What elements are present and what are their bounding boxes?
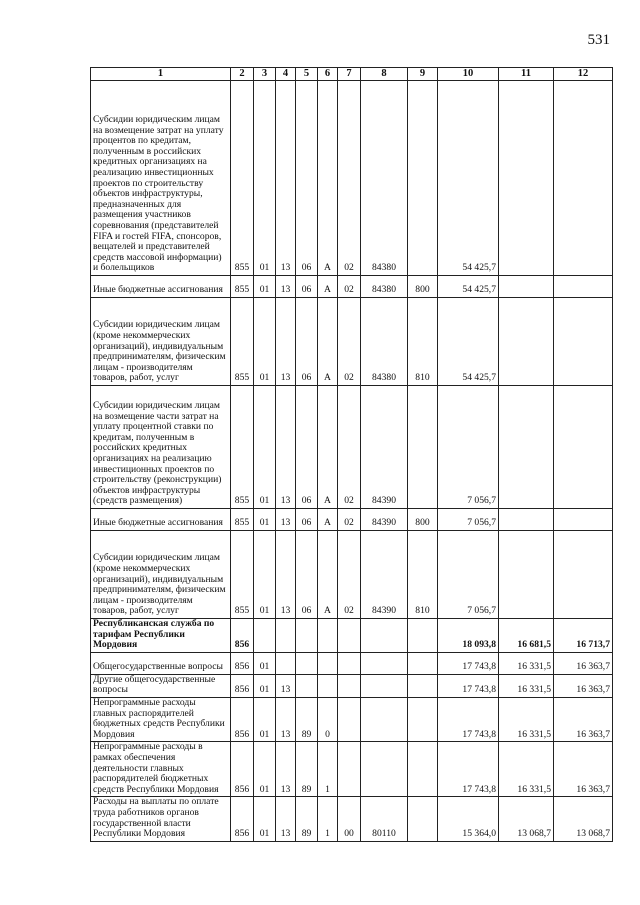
ministry-code-cell: 855 (231, 509, 254, 531)
table-row (91, 742, 613, 797)
subprogram-code-cell: 0 (318, 697, 338, 741)
column-header: 12 (554, 68, 613, 81)
amount-year-2-cell (499, 276, 554, 298)
item-name-cell: Другие общегосударственные вопросы (91, 674, 231, 697)
section-code-cell: 01 (254, 386, 276, 509)
table-row (91, 386, 613, 509)
table-row (91, 81, 613, 276)
section-code-cell: 01 (254, 742, 276, 797)
amount-year-1-cell: 54 425,7 (438, 298, 499, 386)
amount-year-3-cell: 16 363,7 (554, 674, 613, 697)
subsection-code-cell (276, 619, 296, 653)
column-header: 2 (231, 68, 254, 81)
column-header: 7 (338, 68, 361, 81)
program-code-cell: 06 (296, 276, 318, 298)
expense-type-cell (408, 797, 438, 841)
event-code-cell: 02 (338, 276, 361, 298)
event-code-cell (338, 742, 361, 797)
expense-type-cell (408, 652, 438, 674)
section-code-cell: 01 (254, 697, 276, 741)
amount-year-2-cell: 16 681,5 (499, 619, 554, 653)
amount-year-3-cell: 13 068,7 (554, 797, 613, 841)
subsection-code-cell: 13 (276, 797, 296, 841)
program-code-cell: 06 (296, 81, 318, 276)
ministry-code-cell: 856 (231, 742, 254, 797)
table-row (91, 674, 613, 697)
section-code-cell: 01 (254, 652, 276, 674)
ministry-code-cell: 855 (231, 298, 254, 386)
amount-year-1-cell: 18 093,8 (438, 619, 499, 653)
amount-year-3-cell (554, 509, 613, 531)
table-row (91, 509, 613, 531)
subsection-code-cell: 13 (276, 674, 296, 697)
program-code-cell (296, 619, 318, 653)
table-row (91, 619, 613, 653)
expense-type-cell (408, 742, 438, 797)
section-code-cell: 01 (254, 797, 276, 841)
item-name-cell: Общегосударственные вопросы (91, 652, 231, 674)
budget-table (90, 67, 613, 842)
ministry-code-cell: 856 (231, 674, 254, 697)
ministry-code-cell: 856 (231, 697, 254, 741)
event-code-cell (338, 652, 361, 674)
item-name-cell: Иные бюджетные ассигнования (91, 276, 231, 298)
expense-type-cell (408, 619, 438, 653)
direction-code-cell: 84390 (361, 509, 408, 531)
section-code-cell: 01 (254, 81, 276, 276)
amount-year-1-cell: 17 743,8 (438, 697, 499, 741)
subprogram-code-cell: А (318, 81, 338, 276)
direction-code-cell (361, 697, 408, 741)
event-code-cell: 00 (338, 797, 361, 841)
direction-code-cell (361, 652, 408, 674)
column-header: 6 (318, 68, 338, 81)
program-code-cell: 89 (296, 797, 318, 841)
amount-year-1-cell: 15 364,0 (438, 797, 499, 841)
amount-year-2-cell: 16 331,5 (499, 652, 554, 674)
subprogram-code-cell (318, 674, 338, 697)
expense-type-cell: 800 (408, 509, 438, 531)
item-name-cell: Республиканская служба по тарифам Республики Мордовия (91, 619, 231, 653)
amount-year-1-cell: 7 056,7 (438, 531, 499, 619)
section-code-cell: 01 (254, 674, 276, 697)
subsection-code-cell (276, 652, 296, 674)
section-code-cell: 01 (254, 531, 276, 619)
amount-year-2-cell (499, 509, 554, 531)
table-row (91, 276, 613, 298)
direction-code-cell (361, 674, 408, 697)
item-name-cell: Субсидии юридическим лицам на возмещение затрат на уплату процентов по кредитам, полученным в российских кредитных организациях на реализацию инвестиционных проектов по строительству объектов инфраструктуры, предназначенных для размещения участников соревнования (представителей FIFA и гостей FIFA, спонсоров, вещателей и представителей средств массовой информации) и болельщиков (91, 81, 231, 276)
amount-year-3-cell (554, 298, 613, 386)
subprogram-code-cell: А (318, 276, 338, 298)
amount-year-3-cell (554, 531, 613, 619)
expense-type-cell: 810 (408, 298, 438, 386)
ministry-code-cell: 856 (231, 797, 254, 841)
column-header: 8 (361, 68, 408, 81)
expense-type-cell (408, 674, 438, 697)
direction-code-cell (361, 619, 408, 653)
amount-year-1-cell: 54 425,7 (438, 276, 499, 298)
column-header: 4 (276, 68, 296, 81)
amount-year-1-cell: 7 056,7 (438, 509, 499, 531)
program-code-cell: 06 (296, 386, 318, 509)
header-row (91, 68, 613, 81)
column-header: 9 (408, 68, 438, 81)
subprogram-code-cell: А (318, 298, 338, 386)
event-code-cell (338, 619, 361, 653)
subprogram-code-cell: А (318, 531, 338, 619)
program-code-cell: 89 (296, 742, 318, 797)
expense-type-cell (408, 81, 438, 276)
amount-year-2-cell (499, 81, 554, 276)
table-row (91, 531, 613, 619)
program-code-cell: 89 (296, 697, 318, 741)
event-code-cell: 02 (338, 298, 361, 386)
subsection-code-cell: 13 (276, 81, 296, 276)
ministry-code-cell: 856 (231, 652, 254, 674)
subprogram-code-cell (318, 652, 338, 674)
ministry-code-cell: 855 (231, 81, 254, 276)
expense-type-cell (408, 386, 438, 509)
table-row (91, 652, 613, 674)
column-header: 11 (499, 68, 554, 81)
subsection-code-cell: 13 (276, 386, 296, 509)
subsection-code-cell: 13 (276, 509, 296, 531)
column-header: 10 (438, 68, 499, 81)
table-body (91, 81, 613, 842)
item-name-cell: Непрограммные расходы главных распорядителей бюджетных средств Республики Мордовия (91, 697, 231, 741)
subprogram-code-cell: А (318, 509, 338, 531)
amount-year-2-cell: 16 331,5 (499, 674, 554, 697)
amount-year-3-cell: 16 363,7 (554, 652, 613, 674)
program-code-cell (296, 652, 318, 674)
amount-year-1-cell: 17 743,8 (438, 742, 499, 797)
column-header: 5 (296, 68, 318, 81)
amount-year-1-cell: 17 743,8 (438, 674, 499, 697)
direction-code-cell: 84390 (361, 531, 408, 619)
subsection-code-cell: 13 (276, 697, 296, 741)
subprogram-code-cell: 1 (318, 742, 338, 797)
program-code-cell: 06 (296, 298, 318, 386)
amount-year-3-cell: 16 713,7 (554, 619, 613, 653)
amount-year-2-cell: 16 331,5 (499, 697, 554, 741)
subprogram-code-cell: 1 (318, 797, 338, 841)
table-row (91, 298, 613, 386)
amount-year-3-cell: 16 363,7 (554, 697, 613, 741)
amount-year-3-cell: 16 363,7 (554, 742, 613, 797)
amount-year-2-cell (499, 386, 554, 509)
direction-code-cell (361, 742, 408, 797)
ministry-code-cell: 856 (231, 619, 254, 653)
ministry-code-cell: 855 (231, 276, 254, 298)
section-code-cell (254, 619, 276, 653)
program-code-cell: 06 (296, 509, 318, 531)
subprogram-code-cell (318, 619, 338, 653)
item-name-cell: Субсидии юридическим лицам (кроме некоммерческих организаций), индивидуальным предпринимателям, физическим лицам - производителям товаров, работ, услуг (91, 531, 231, 619)
amount-year-1-cell: 54 425,7 (438, 81, 499, 276)
ministry-code-cell: 855 (231, 531, 254, 619)
expense-type-cell: 800 (408, 276, 438, 298)
ministry-code-cell: 855 (231, 386, 254, 509)
direction-code-cell: 84380 (361, 276, 408, 298)
direction-code-cell: 84390 (361, 386, 408, 509)
section-code-cell: 01 (254, 276, 276, 298)
item-name-cell: Непрограммные расходы в рамках обеспечения деятельности главных распорядителей бюджетных средств Республики Мордовия (91, 742, 231, 797)
column-header: 1 (91, 68, 231, 81)
event-code-cell: 02 (338, 509, 361, 531)
event-code-cell (338, 697, 361, 741)
amount-year-2-cell: 16 331,5 (499, 742, 554, 797)
event-code-cell: 02 (338, 531, 361, 619)
subsection-code-cell: 13 (276, 742, 296, 797)
amount-year-1-cell: 7 056,7 (438, 386, 499, 509)
expense-type-cell: 810 (408, 531, 438, 619)
event-code-cell: 02 (338, 81, 361, 276)
subprogram-code-cell: А (318, 386, 338, 509)
subsection-code-cell: 13 (276, 298, 296, 386)
amount-year-2-cell (499, 298, 554, 386)
direction-code-cell: 84380 (361, 81, 408, 276)
item-name-cell: Субсидии юридическим лицам на возмещение части затрат на уплату процентной ставки по кредитам, полученным в российских кредитных организациях на реализацию инвестиционных проектов по строительству (реконструкции) объектов инфраструктуры (средств размещения) (91, 386, 231, 509)
item-name-cell: Иные бюджетные ассигнования (91, 509, 231, 531)
item-name-cell: Расходы на выплаты по оплате труда работников органов государственной власти Республики Мордовия (91, 797, 231, 841)
table-row (91, 797, 613, 841)
expense-type-cell (408, 697, 438, 741)
table-row (91, 697, 613, 741)
direction-code-cell: 84380 (361, 298, 408, 386)
item-name-cell: Субсидии юридическим лицам (кроме некоммерческих организаций), индивидуальным предпринимателям, физическим лицам - производителям товаров, работ, услуг (91, 298, 231, 386)
section-code-cell: 01 (254, 298, 276, 386)
amount-year-2-cell (499, 531, 554, 619)
program-code-cell (296, 674, 318, 697)
amount-year-3-cell (554, 276, 613, 298)
program-code-cell: 06 (296, 531, 318, 619)
direction-code-cell: 80110 (361, 797, 408, 841)
subsection-code-cell: 13 (276, 531, 296, 619)
subsection-code-cell: 13 (276, 276, 296, 298)
amount-year-3-cell (554, 81, 613, 276)
amount-year-1-cell: 17 743,8 (438, 652, 499, 674)
event-code-cell (338, 674, 361, 697)
page-number: 531 (587, 32, 610, 48)
amount-year-3-cell (554, 386, 613, 509)
column-header: 3 (254, 68, 276, 81)
section-code-cell: 01 (254, 509, 276, 531)
event-code-cell: 02 (338, 386, 361, 509)
amount-year-2-cell: 13 068,7 (499, 797, 554, 841)
